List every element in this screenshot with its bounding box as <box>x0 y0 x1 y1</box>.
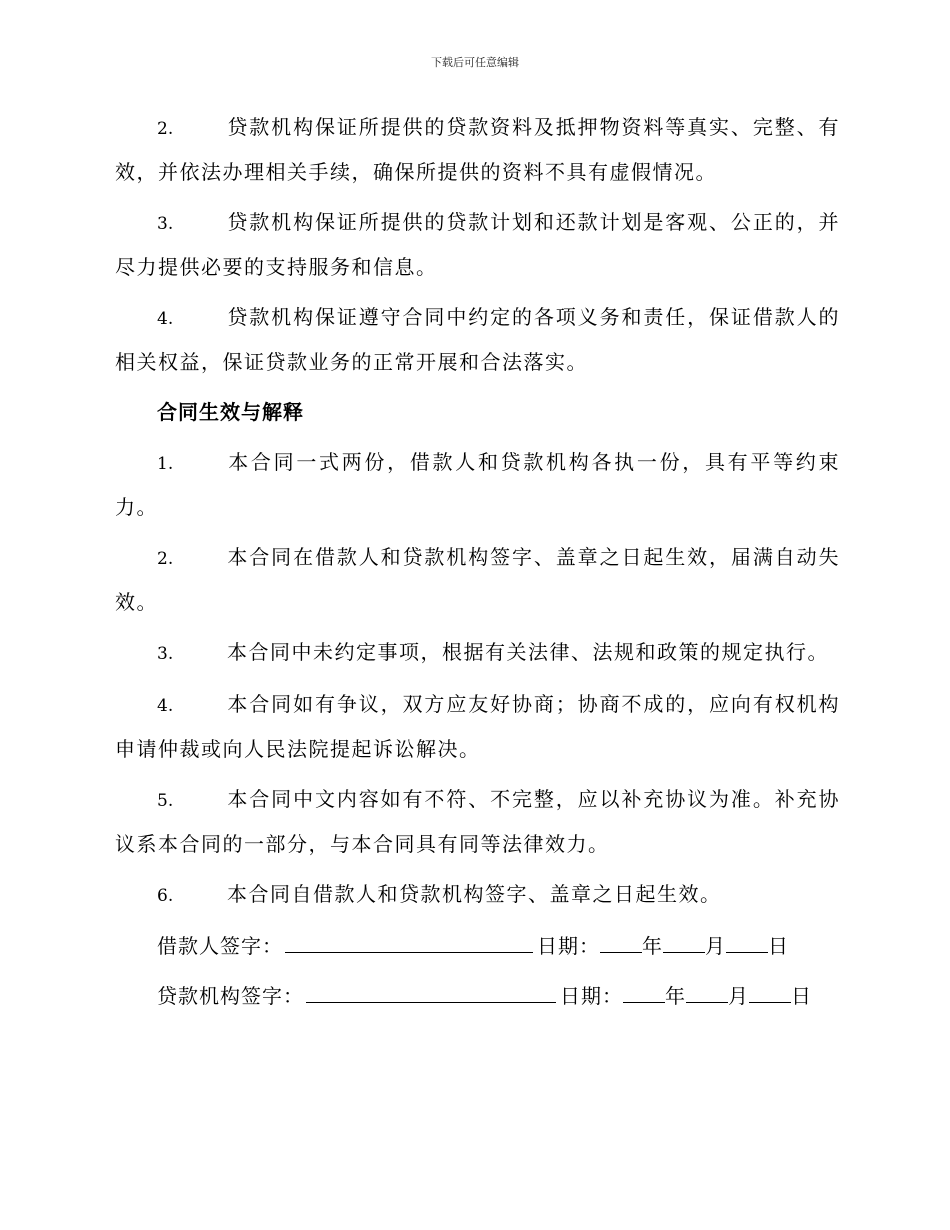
borrower-signature-field[interactable] <box>285 926 533 953</box>
item-text: 贷款机构保证遵守合同中约定的各项义务和责任，保证借款人的相关权益，保证贷款业务的正常开展和合法落实。 <box>115 305 840 374</box>
document-body <box>115 106 840 1025</box>
day-field[interactable] <box>726 926 768 953</box>
item-text: 本合同中文内容如有不符、不完整，应以补充协议为准。补充协议系本合同的一部分，与本合同具有同等法律效力。 <box>115 787 840 856</box>
date-label: 日期： <box>560 984 623 1008</box>
borrower-signature-label: 借款人签字： <box>157 934 283 958</box>
year-label: 年 <box>665 984 686 1008</box>
clause-item <box>115 536 840 624</box>
item-number: 3. <box>157 644 174 664</box>
item-text: 本合同在借款人和贷款机构签字、盖章之日起生效，届满自动失效。 <box>115 545 840 614</box>
item-text: 贷款机构保证所提供的贷款计划和还款计划是客观、公正的，并尽力提供必要的支持服务和信息。 <box>115 210 840 279</box>
clause-item <box>115 441 840 529</box>
year-field[interactable] <box>600 926 642 953</box>
month-field[interactable] <box>663 926 705 953</box>
item-number: 3. <box>157 214 174 234</box>
item-number: 4. <box>157 696 174 716</box>
clause-item <box>115 631 840 676</box>
month-field[interactable] <box>686 976 728 1003</box>
year-field[interactable] <box>623 976 665 1003</box>
lender-signature-field[interactable] <box>306 976 556 1003</box>
month-label: 月 <box>705 934 726 958</box>
item-number: 4. <box>157 309 174 329</box>
item-text: 本合同自借款人和贷款机构签字、盖章之日起生效。 <box>227 882 722 906</box>
item-text: 本合同中未约定事项，根据有关法律、法规和政策的规定执行。 <box>227 640 829 664</box>
item-number: 2. <box>157 119 174 139</box>
clause-item <box>115 873 840 918</box>
page-header: 下载后可任意编辑 <box>431 56 519 69</box>
clause-item <box>115 683 840 771</box>
obligation-item <box>115 201 840 289</box>
obligation-item <box>115 106 840 194</box>
item-number: 5. <box>157 791 174 811</box>
item-number: 1. <box>157 454 174 474</box>
item-text: 贷款机构保证所提供的贷款资料及抵押物资料等真实、完整、有效，并依法办理相关手续，确保所提供的资料不具有虚假情况。 <box>115 115 840 184</box>
day-label: 日 <box>768 934 789 958</box>
month-label: 月 <box>728 984 749 1008</box>
item-number: 2. <box>157 549 174 569</box>
year-label: 年 <box>642 934 663 958</box>
borrower-signature-row <box>115 925 840 968</box>
lender-signature-label: 贷款机构签字： <box>157 984 304 1008</box>
day-label: 日 <box>791 984 812 1008</box>
clause-item <box>115 778 840 866</box>
date-label: 日期： <box>537 934 600 958</box>
day-field[interactable] <box>749 976 791 1003</box>
obligation-item <box>115 296 840 384</box>
lender-signature-row <box>115 975 840 1018</box>
item-number: 6. <box>157 886 174 906</box>
item-text: 本合同如有争议，双方应友好协商；协商不成的，应向有权机构申请仲裁或向人民法院提起诉讼解决。 <box>115 692 840 761</box>
section-heading: 合同生效与解释 <box>157 400 304 424</box>
item-text: 本合同一式两份，借款人和贷款机构各执一份，具有平等约束力。 <box>115 450 840 519</box>
